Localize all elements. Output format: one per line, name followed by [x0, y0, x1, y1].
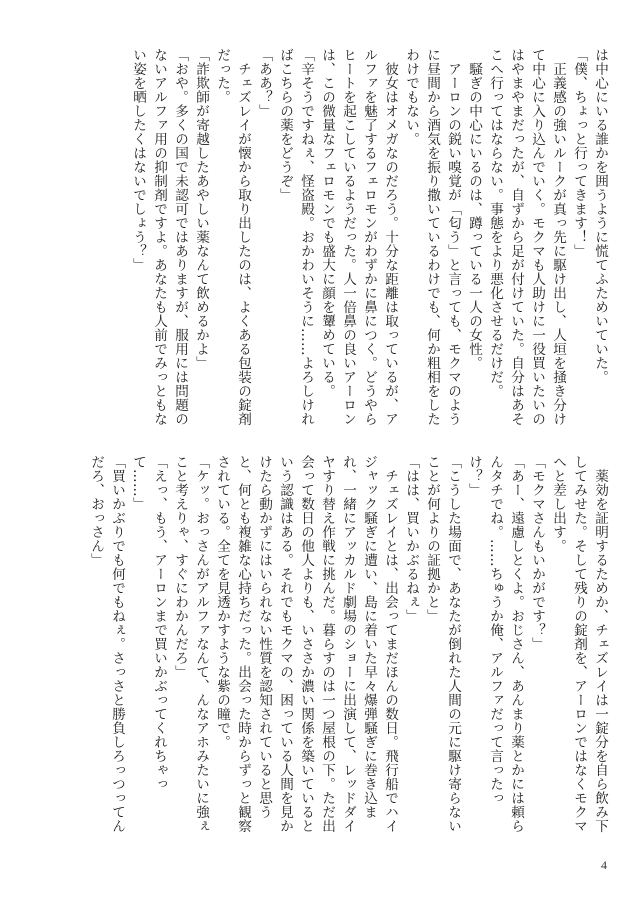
lower-text-block: [80, 455, 610, 835]
page-number: 4: [601, 858, 607, 872]
paragraph: 「ああ？」: [256, 48, 272, 118]
paragraph: 「はは、買いかぶるねぇ」: [403, 455, 419, 623]
paragraph: 彼女はオメガなのだろう。十分な距離は取っているが、アルファを魅了するフェロモンがわずかに鼻につく。どうやらヒートを起こしているようだった。人一倍鼻の良いアーロンは、この微量なフェロモンでも盛大に顔を顰めている。: [319, 48, 398, 426]
paragraph: 「あー、遠慮しとくよ。おじさん、あんまり薬とかには頼らんタチでね。……ちゅうか俺、アルファだって言ったっけ？」: [466, 455, 524, 833]
paragraph: 「僕、ちょっと行ってきます！」: [571, 48, 587, 258]
paragraph: は中心にいる誰かを囲うように慌てふためいていた。: [592, 48, 608, 384]
paragraph: 薬効を証明するためか、チェズレイは一錠分を自ら飲み下してみせた。そして残りの錠剤を、アーロンではなくモクマへと差し出す。: [550, 455, 608, 833]
upper-text-block: [113, 48, 610, 429]
paragraph: 正義感の強いルークが真っ先に駆け出し、人垣を掻き分けて中心に入り込んでいく。モクマも人助けに一役買いたいのはやまやまだったが、自ずから足が付けていた。自分はあそこへ行ってはならない。事態をより悪化させるだけだ。: [487, 48, 566, 426]
paragraph: チェズレイとは、出会ってまだほんの数日。飛行船でハイジャック騒ぎに遭い、島に着いた早々爆弾騒ぎに巻き込まれ、一緒にアッカルド劇場のショーに出演して、レッドダイヤすり替え作戦に挑んだ。暮らすのは一つ屋根の下。ただ出会って数日の他人よりも、いささか濃い関係を築いているという認識はある。それでもモクマの、困っている人間を見かけたら動かずにはいられない性質を認知されていると思うと、何とも複雑な心持ちだった。出会った時からずっと観察されている。全てを見透かすような紫の瞳で。: [214, 455, 398, 833]
paragraph: 「詐欺師が寄越したあやしい薬なんて飲めるかよ」: [193, 48, 209, 370]
paragraph: アーロンの鋭い嗅覚が「匂う」と言っても、モクマのように昼間から酒気を振り撒いているわけでも、何か粗相をしたわけでもない。: [403, 48, 461, 426]
paragraph: 騒ぎの中心にいるのは、蹲っている一人の女性。: [466, 48, 482, 370]
paragraph: 「ケッ。おっさんがアルファなんて、んなアホみたいに強ぇこと考えりゃ、すぐにわかんだろ」: [172, 455, 209, 833]
paragraph: 「えっ、もう、アーロンまで買いかぶってくれちゃって……」: [130, 455, 167, 791]
paragraph: 「辛そうですねぇ、怪盗殿。おかわいそうに……よろしければこちらの薬をどうぞ」: [277, 48, 314, 426]
paragraph: 「こうした場面で、あなたが倒れた人間の元に駆け寄らないことが何よりの証拠かと」: [424, 455, 461, 833]
paragraph: 「おや。多くの国で未認可ではありますが、服用には問題のないアルファ用の抑制剤ですよ。あなたも人前でみっともない姿を晒したくはないでしょう？」: [130, 48, 188, 426]
paragraph: チェズレイが懐から取り出したのは、よくある包装の錠剤だった。: [214, 48, 251, 426]
paragraph: 「モクマさんもいかがです？」: [529, 455, 545, 651]
paragraph: 「買いかぶりでも何でもねぇ。さっさと勝負しろっつってんだろ、おっさん」: [88, 455, 125, 833]
